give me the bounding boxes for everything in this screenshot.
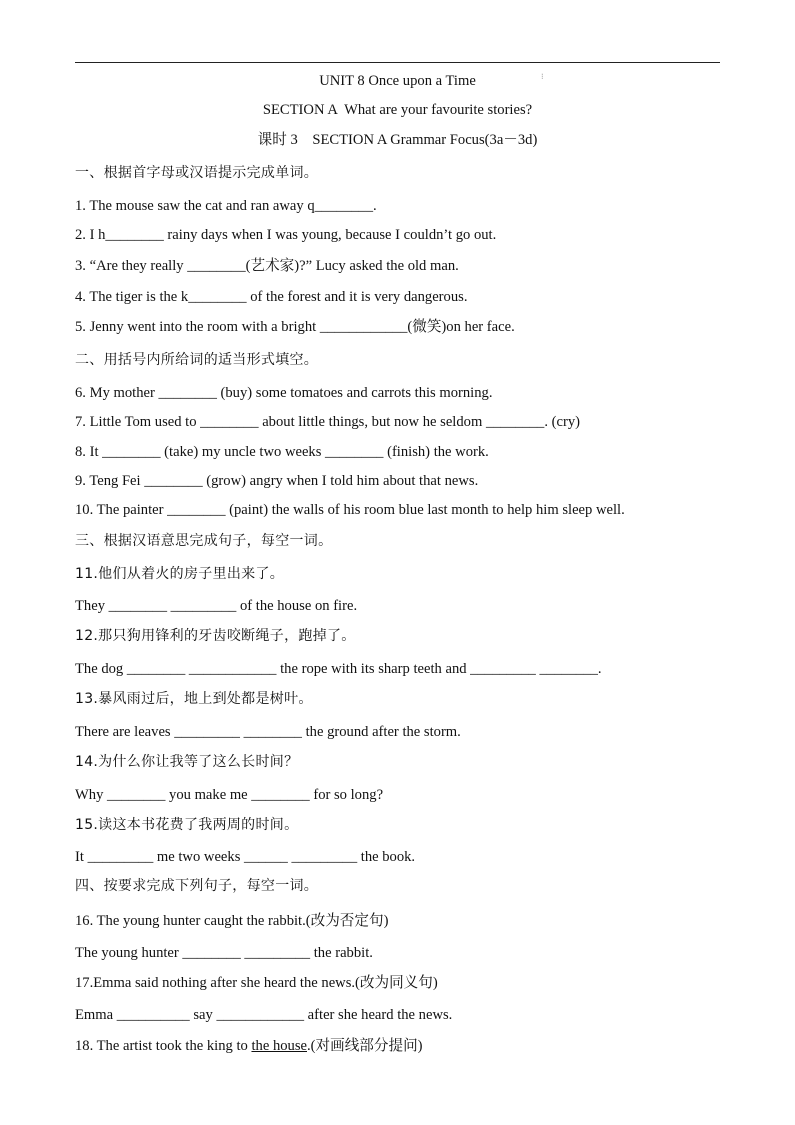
question-17: 17.Emma said nothing after she heard the news.(改为同义句) [75, 975, 438, 991]
answer-15: It _________ me two weeks ______ _________ the book. [75, 849, 416, 865]
section-subtitle: SECTION A What are your favourite stories? [262, 102, 533, 118]
question-5: 5. Jenny went into the room with a bright ____________(微笑)on her face. [75, 319, 515, 335]
question-1: 1. The mouse saw the cat and ran away q________. [75, 198, 377, 214]
question-18-text: 18. The artist took the king to [75, 1038, 252, 1054]
unit-title: UNIT 8 Once upon a Time [319, 73, 476, 89]
question-18-underlined: the house [251, 1038, 307, 1054]
question-18 [75, 1037, 423, 1055]
question-9: 9. Teng Fei ________ (grow) angry when I told him about that news. [75, 473, 479, 489]
section-heading-three: 三、根据汉语意思完成句子，每空一词。 [75, 533, 333, 549]
header-rule [75, 62, 720, 63]
question-11: 11.他们从着火的房子里出来了。 [75, 566, 285, 582]
answer-16: The young hunter ________ _________ the rabbit. [75, 945, 373, 961]
answer-17: Emma __________ say ____________ after she heard the news. [75, 1007, 453, 1023]
section-heading-four: 四、按要求完成下列句子，每空一词。 [75, 878, 319, 894]
margin-mark: ⁝ [541, 72, 544, 81]
answer-13: There are leaves _________ ________ the ground after the storm. [75, 724, 461, 740]
question-18-instruction: .(对画线部分提问) [307, 1038, 423, 1054]
question-8: 8. It ________ (take) my uncle two weeks ________ (finish) the work. [75, 444, 489, 460]
lesson-title: 课时 3 SECTION A Grammar Focus(3a－3d) [257, 132, 538, 148]
section-heading-one: 一、根据首字母或汉语提示完成单词。 [75, 165, 319, 181]
question-7: 7. Little Tom used to ________ about little things, but now he seldom ________. (cry) [75, 414, 580, 430]
question-12: 12.那只狗用锋利的牙齿咬断绳子，跑掉了。 [75, 628, 356, 644]
answer-12: The dog ________ ____________ the rope with its sharp teeth and _________ ________. [75, 661, 602, 677]
question-10: 10. The painter ________ (paint) the walls of his room blue last month to help him sleep well. [75, 502, 625, 518]
answer-11: They ________ _________ of the house on fire. [75, 598, 358, 614]
question-13: 13.暴风雨过后，地上到处都是树叶。 [75, 691, 313, 707]
question-6: 6. My mother ________ (buy) some tomatoes and carrots this morning. [75, 385, 493, 401]
question-14: 14.为什么你让我等了这么长时间？ [75, 754, 299, 770]
question-15: 15.读这本书花费了我两周的时间。 [75, 817, 299, 833]
answer-14: Why ________ you make me ________ for so long? [75, 787, 384, 803]
question-3: 3. “Are they really ________(艺术家)?” Lucy asked the old man. [75, 258, 459, 274]
question-2: 2. I h________ rainy days when I was young, because I couldn’t go out. [75, 227, 497, 243]
section-heading-two: 二、用括号内所给词的适当形式填空。 [75, 352, 319, 368]
question-4: 4. The tiger is the k________ of the forest and it is very dangerous. [75, 289, 468, 305]
question-16: 16. The young hunter caught the rabbit.(改为否定句) [75, 913, 389, 929]
